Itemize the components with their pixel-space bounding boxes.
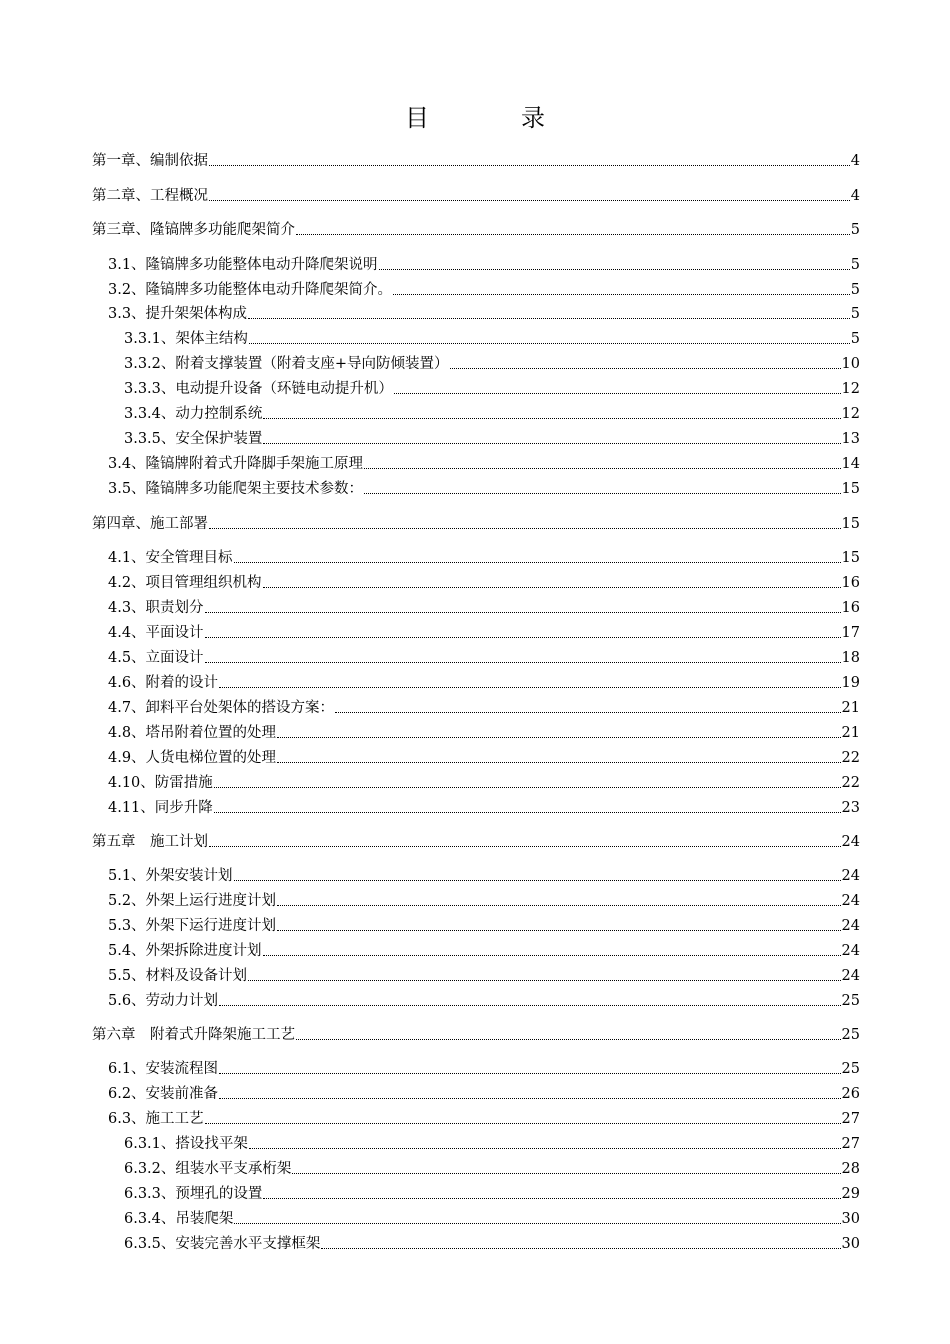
toc-dot-leader xyxy=(205,1123,841,1124)
toc-dot-leader xyxy=(277,737,840,738)
toc-entry-label: 5.6、劳动力计划 xyxy=(108,993,219,1009)
toc-entry[interactable] xyxy=(108,572,860,592)
toc-entry-page: 24 xyxy=(841,868,860,884)
toc-entry-page: 26 xyxy=(841,1086,860,1102)
toc-entry-page: 14 xyxy=(841,456,860,472)
toc-entry[interactable] xyxy=(124,1133,860,1153)
toc-entry[interactable] xyxy=(108,254,860,274)
toc-dot-leader xyxy=(364,468,840,469)
toc-entry-page: 23 xyxy=(841,800,860,816)
toc-dot-leader xyxy=(394,393,841,394)
toc-entry[interactable] xyxy=(108,453,860,473)
toc-entry-label: 3.5、隆镐牌多功能爬架主要技术参数： xyxy=(108,481,364,497)
toc-entry-page: 25 xyxy=(841,993,860,1009)
toc-entry-page: 24 xyxy=(841,893,860,909)
toc-entry-label: 3.3.3、电动提升设备（环链电动提升机） xyxy=(124,381,393,397)
toc-entry-label: 第二章、工程概况 xyxy=(92,188,208,204)
toc-dot-leader xyxy=(249,343,850,344)
toc-entry-page: 15 xyxy=(841,516,860,532)
toc-dot-leader xyxy=(234,562,841,563)
toc-dot-leader xyxy=(219,1073,840,1074)
toc-entry-label: 6.3.3、预埋孔的设置 xyxy=(124,1186,263,1202)
toc-entry-page: 25 xyxy=(841,1027,860,1043)
toc-entry[interactable] xyxy=(124,328,860,348)
toc-entry-label: 5.3、外架下运行进度计划 xyxy=(108,918,277,934)
toc-entry-label: 4.9、人货电梯位置的处理 xyxy=(108,750,277,766)
toc-entry[interactable] xyxy=(108,747,860,767)
toc-entry[interactable] xyxy=(108,915,860,935)
toc-entry-page: 22 xyxy=(841,775,860,791)
toc-entry-page: 16 xyxy=(841,575,860,591)
toc-entry-label: 第四章、施工部署 xyxy=(92,516,208,532)
toc-dot-leader xyxy=(321,1248,840,1249)
toc-dot-leader xyxy=(263,443,840,444)
toc-entry-label: 3.3.5、安全保护装置 xyxy=(124,431,263,447)
toc-entry-label: 3.2、隆镐牌多功能整体电动升降爬架简介。 xyxy=(108,282,393,298)
toc-entry-page: 4 xyxy=(850,188,860,204)
toc-dot-leader xyxy=(205,662,841,663)
toc-dot-leader xyxy=(292,1173,840,1174)
toc-entry-label: 3.4、隆镐牌附着式升降脚手架施工原理 xyxy=(108,456,364,472)
toc-entry-page: 27 xyxy=(841,1111,860,1127)
toc-entry[interactable] xyxy=(124,1158,860,1178)
toc-entry[interactable] xyxy=(108,965,860,985)
toc-entry[interactable] xyxy=(108,478,860,498)
toc-dot-leader xyxy=(379,269,850,270)
toc-dot-leader xyxy=(364,493,840,494)
toc-entry[interactable] xyxy=(108,697,860,717)
toc-entry-page: 24 xyxy=(841,968,860,984)
toc-entry-label: 5.1、外架安装计划 xyxy=(108,868,233,884)
toc-entry-page: 22 xyxy=(841,750,860,766)
toc-entry[interactable] xyxy=(108,597,860,617)
toc-dot-leader xyxy=(263,418,840,419)
toc-dot-leader xyxy=(263,1198,840,1199)
toc-dot-leader xyxy=(209,528,841,529)
toc-entry-page: 25 xyxy=(841,1061,860,1077)
toc-dot-leader xyxy=(263,587,841,588)
title-char-left: 目 xyxy=(405,104,429,132)
toc-dot-leader xyxy=(277,762,840,763)
toc-entry[interactable] xyxy=(124,353,860,373)
toc-entry-page: 5 xyxy=(850,282,860,298)
toc-entry[interactable] xyxy=(108,940,860,960)
toc-entry-label: 6.3.1、搭设找平架 xyxy=(124,1136,248,1152)
toc-entry[interactable] xyxy=(124,428,860,448)
toc-entry[interactable] xyxy=(108,1083,860,1103)
toc-dot-leader xyxy=(249,1148,841,1149)
toc-entry-page: 5 xyxy=(850,222,860,238)
toc-entry-label: 4.8、塔吊附着位置的处理 xyxy=(108,725,277,741)
toc-entry-page: 28 xyxy=(841,1161,860,1177)
toc-dot-leader xyxy=(219,1098,840,1099)
toc-entry[interactable] xyxy=(108,865,860,885)
toc-dot-leader xyxy=(214,812,841,813)
toc-dot-leader xyxy=(277,930,840,931)
toc-entry-label: 第一章、编制依据 xyxy=(92,153,208,169)
toc-entry-page: 5 xyxy=(850,306,860,322)
toc-dot-leader xyxy=(209,200,850,201)
toc-entry[interactable] xyxy=(92,150,860,170)
toc-entry[interactable] xyxy=(108,1058,860,1078)
toc-entry[interactable] xyxy=(108,990,860,1010)
toc-entry-label: 6.3、施工工艺 xyxy=(108,1111,204,1127)
toc-entry-label: 4.1、安全管理目标 xyxy=(108,550,233,566)
toc-entry[interactable] xyxy=(124,403,860,423)
toc-entry-label: 4.6、附着的设计 xyxy=(108,675,219,691)
toc-entry-label: 3.3.4、动力控制系统 xyxy=(124,406,263,422)
toc-entry[interactable] xyxy=(124,378,860,398)
toc-dot-leader xyxy=(263,955,841,956)
toc-entry-label: 6.3.5、安装完善水平支撑框架 xyxy=(124,1236,321,1252)
toc-entry[interactable] xyxy=(124,1183,860,1203)
toc-dot-leader xyxy=(219,1005,840,1006)
toc-entry-page: 17 xyxy=(841,625,860,641)
toc-entry[interactable] xyxy=(108,303,860,323)
toc-entry-page: 5 xyxy=(850,257,860,273)
toc-entry-page: 4 xyxy=(850,153,860,169)
page-title xyxy=(0,98,950,133)
toc-entry-label: 3.3、提升架架体构成 xyxy=(108,306,248,322)
toc-entry[interactable] xyxy=(108,722,860,742)
toc-entry-label: 4.5、立面设计 xyxy=(108,650,204,666)
toc-entry[interactable] xyxy=(108,797,860,817)
toc-entry[interactable] xyxy=(92,513,860,533)
toc-entry-page: 29 xyxy=(841,1186,860,1202)
toc-entry[interactable] xyxy=(108,672,860,692)
toc-dot-leader xyxy=(205,637,841,638)
toc-entry-page: 12 xyxy=(841,406,860,422)
toc-entry-page: 24 xyxy=(841,943,860,959)
toc-dot-leader xyxy=(205,612,841,613)
toc-dot-leader xyxy=(450,368,841,369)
toc-dot-leader xyxy=(248,980,840,981)
toc-dot-leader xyxy=(393,294,850,295)
toc-dot-leader xyxy=(277,905,840,906)
toc-dot-leader xyxy=(296,234,850,235)
toc-dot-leader xyxy=(248,318,850,319)
toc-entry-page: 24 xyxy=(841,834,860,850)
toc-entry[interactable] xyxy=(92,185,860,205)
toc-dot-leader xyxy=(234,1223,840,1224)
toc-entry-label: 3.1、隆镐牌多功能整体电动升降爬架说明 xyxy=(108,257,378,273)
toc-dot-leader xyxy=(335,712,840,713)
toc-entry[interactable] xyxy=(92,831,860,851)
toc-entry-label: 第三章、隆镐牌多功能爬架简介 xyxy=(92,222,295,238)
toc-entry-label: 4.11、同步升降 xyxy=(108,800,213,816)
toc-entry[interactable] xyxy=(108,890,860,910)
toc-entry[interactable] xyxy=(92,219,860,239)
toc-entry-page: 30 xyxy=(841,1211,860,1227)
toc-entry[interactable] xyxy=(108,547,860,567)
toc-entry-label: 6.2、安装前准备 xyxy=(108,1086,219,1102)
toc-entry-label: 3.3.1、架体主结构 xyxy=(124,331,248,347)
toc-dot-leader xyxy=(209,165,850,166)
toc-entry-page: 19 xyxy=(841,675,860,691)
toc-entry-label: 4.2、项目管理组织机构 xyxy=(108,575,262,591)
toc-entry-label: 第六章 附着式升降架施工工艺 xyxy=(92,1027,295,1043)
toc-entry[interactable] xyxy=(108,1108,860,1128)
toc-entry-page: 12 xyxy=(841,381,860,397)
toc-entry-label: 4.4、平面设计 xyxy=(108,625,204,641)
toc-entry-page: 5 xyxy=(850,331,860,347)
toc-entry[interactable] xyxy=(92,1024,860,1044)
toc-entry[interactable] xyxy=(108,622,860,642)
toc-entry-page: 21 xyxy=(841,700,860,716)
toc-entry-label: 3.3.2、附着支撑装置（附着支座+导向防倾装置） xyxy=(124,356,449,372)
toc-entry-label: 5.2、外架上运行进度计划 xyxy=(108,893,277,909)
toc-entry-label: 4.3、职责划分 xyxy=(108,600,204,616)
toc-entry-page: 10 xyxy=(841,356,860,372)
toc-dot-leader xyxy=(219,687,840,688)
toc-dot-leader xyxy=(234,880,841,881)
toc-entry-page: 15 xyxy=(841,550,860,566)
toc-entry-label: 6.1、安装流程图 xyxy=(108,1061,219,1077)
toc-entry[interactable] xyxy=(108,772,860,792)
toc-entry-label: 5.4、外架拆除进度计划 xyxy=(108,943,262,959)
toc-dot-leader xyxy=(214,787,841,788)
toc-entry-label: 6.3.4、吊装爬架 xyxy=(124,1211,234,1227)
toc-entry-page: 13 xyxy=(841,431,860,447)
toc-entry-label: 4.7、卸料平台处架体的搭设方案： xyxy=(108,700,335,716)
toc-entry[interactable] xyxy=(124,1208,860,1228)
toc-dot-leader xyxy=(209,846,841,847)
toc-dot-leader xyxy=(296,1039,841,1040)
toc-entry-page: 27 xyxy=(841,1136,860,1152)
toc-entry-label: 4.10、防雷措施 xyxy=(108,775,213,791)
toc-entry-label: 6.3.2、组装水平支承桁架 xyxy=(124,1161,292,1177)
toc-entry-page: 15 xyxy=(841,481,860,497)
toc-entry-label: 5.5、材料及设备计划 xyxy=(108,968,248,984)
toc-entry-page: 21 xyxy=(841,725,860,741)
toc-entry-page: 16 xyxy=(841,600,860,616)
title-char-right: 录 xyxy=(521,104,545,132)
toc-entry-page: 24 xyxy=(841,918,860,934)
toc-entry-label: 第五章 施工计划 xyxy=(92,834,208,850)
toc-entry[interactable] xyxy=(108,279,860,299)
toc-entry[interactable] xyxy=(108,647,860,667)
toc-entry-page: 30 xyxy=(841,1236,860,1252)
toc-entry[interactable] xyxy=(124,1233,860,1253)
toc-entry-page: 18 xyxy=(841,650,860,666)
